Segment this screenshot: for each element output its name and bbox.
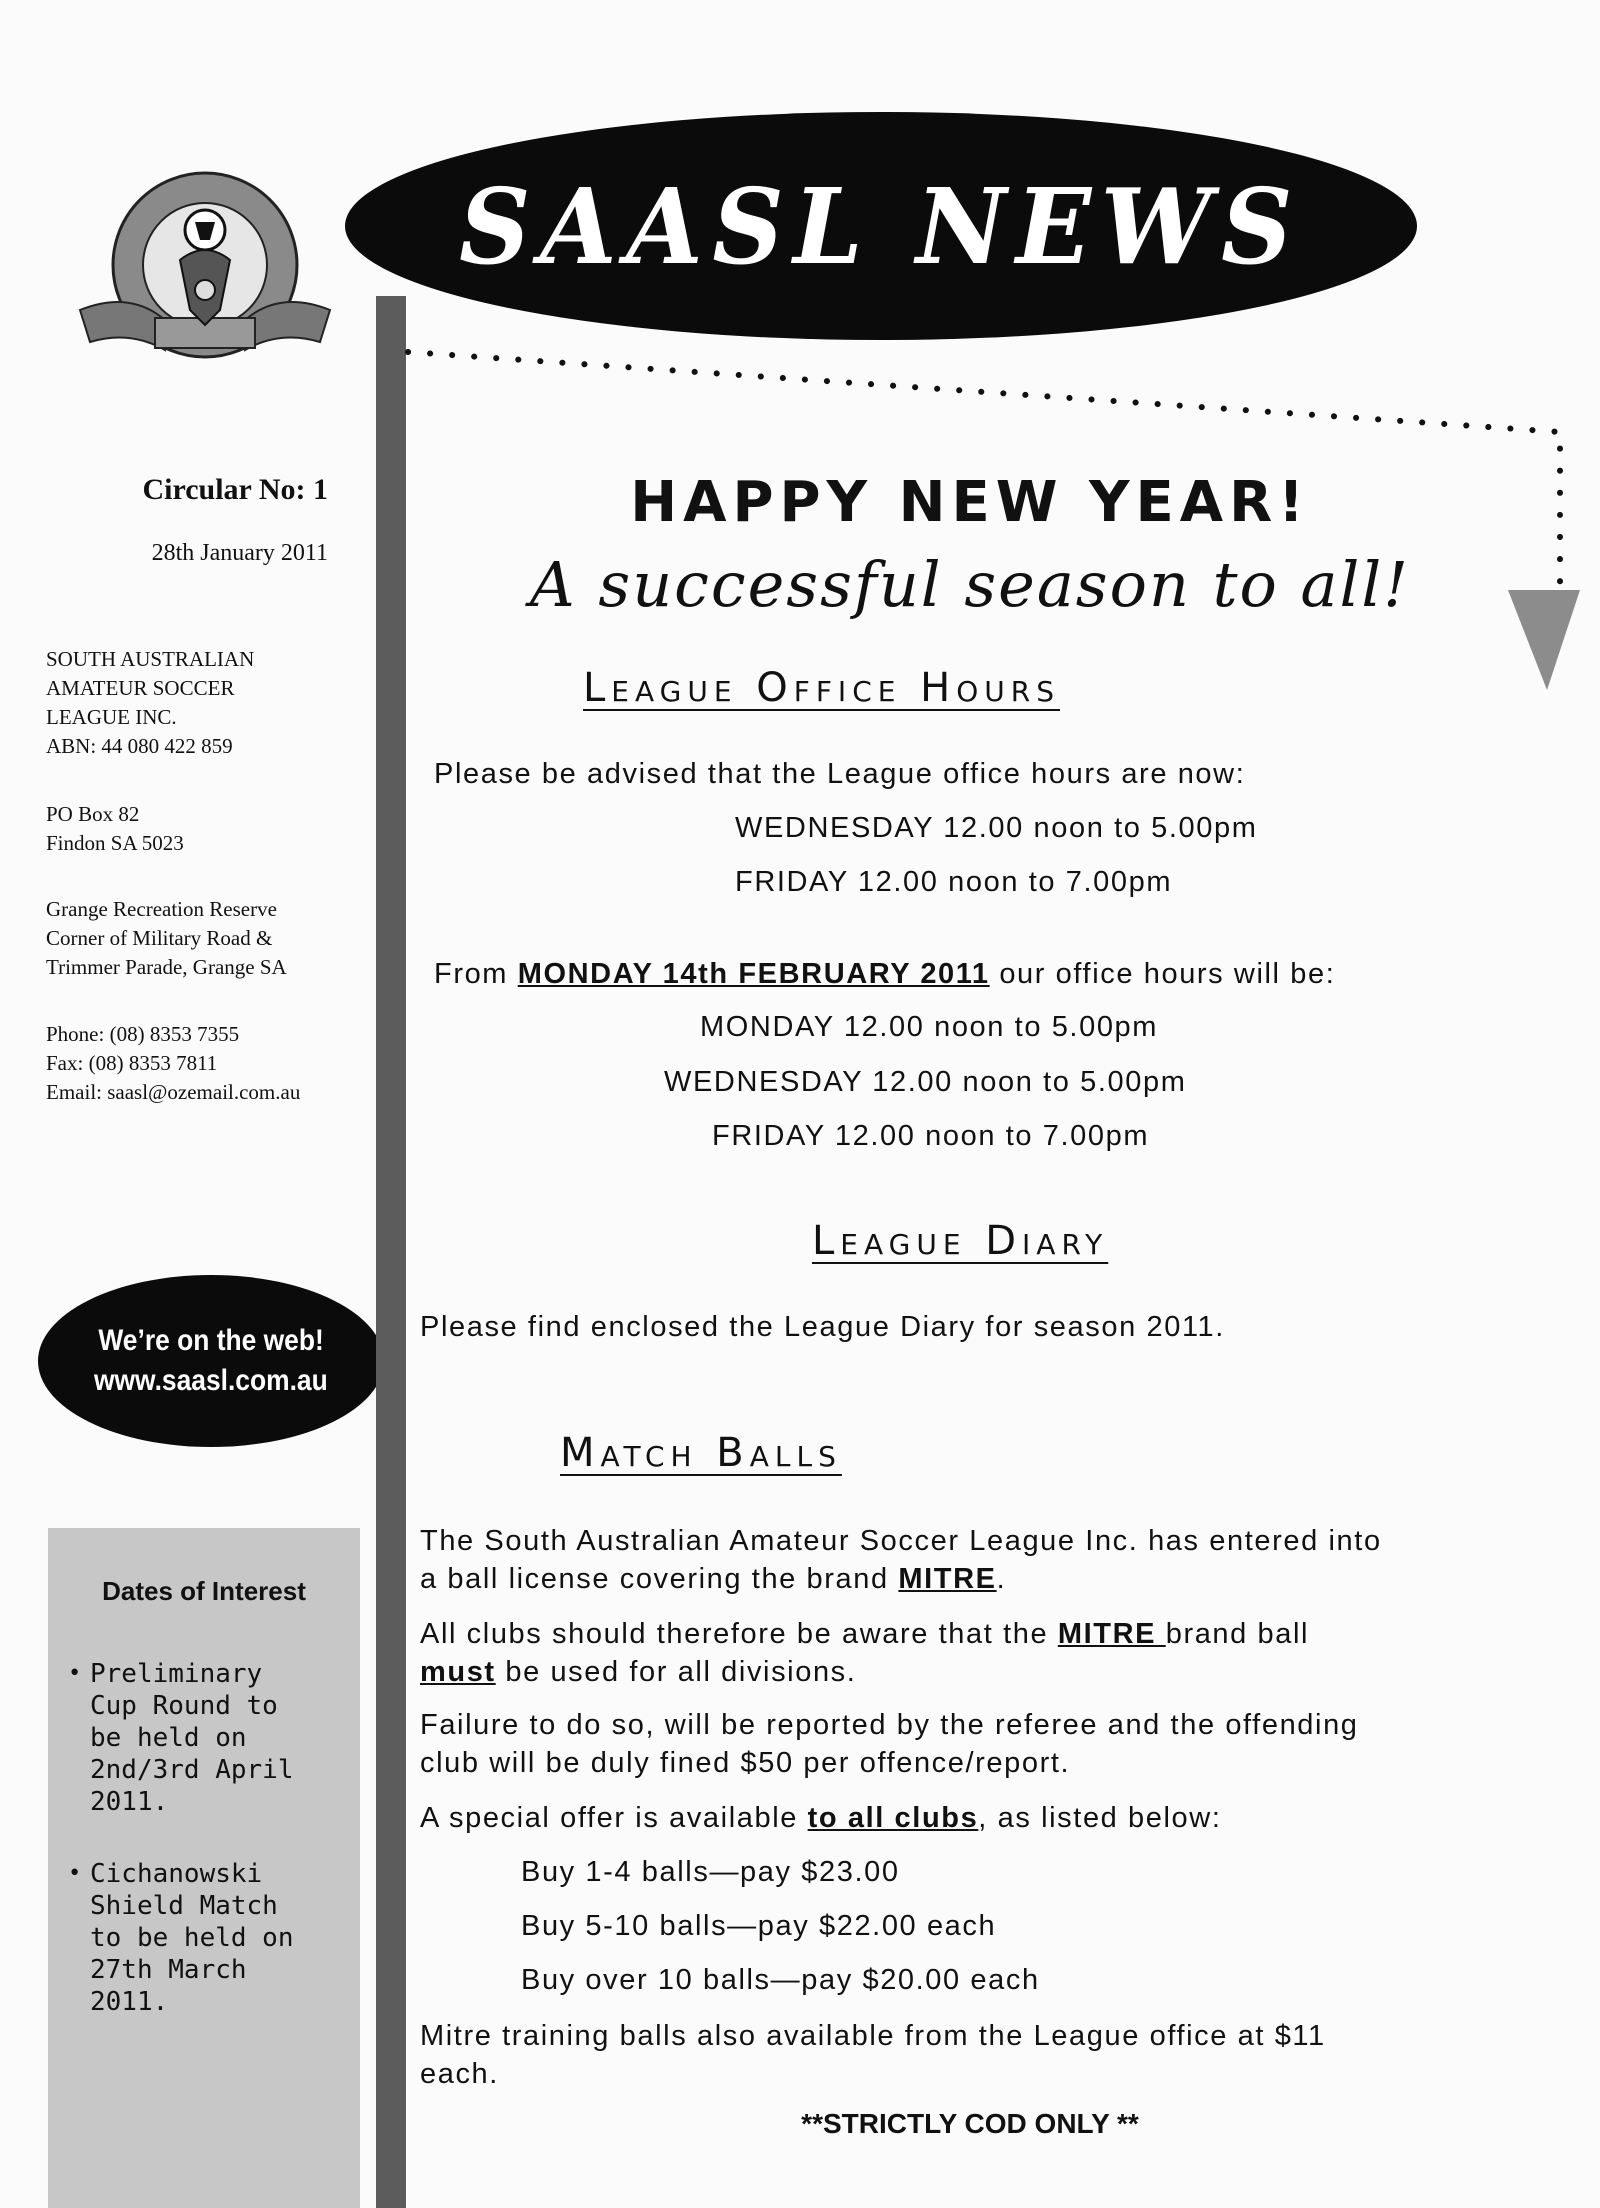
po-suburb: Findon SA 5023	[46, 831, 184, 855]
website-badge	[38, 1275, 384, 1447]
address-line: Trimmer Parade, Grange SA	[46, 955, 287, 979]
tagline: A successful season to all!	[529, 548, 1411, 621]
date-line: Cichanowski	[90, 1859, 263, 1889]
balls-paragraph-line: club will be duly fined $50 per offence/report.	[420, 1747, 1071, 1779]
date-line: 2nd/3rd April	[90, 1755, 294, 1785]
from-suffix: our office hours will be:	[989, 958, 1336, 990]
date-line: be held on	[90, 1723, 247, 1753]
current-hours-line: FRIDAY 12.00 noon to 7.00pm	[735, 866, 1173, 898]
po-box: PO Box 82	[46, 802, 140, 826]
from-date: MONDAY 14th FEBRUARY 2011	[517, 958, 990, 990]
web-tagline: We’re on the web!	[98, 1324, 324, 1357]
balls-paragraph-line: Failure to do so, will be reported by the referee and the offending	[420, 1709, 1359, 1741]
date-line: Cup Round to	[90, 1691, 278, 1721]
text-span: a ball license covering the brand	[420, 1563, 899, 1595]
date-line: 2011.	[90, 1787, 169, 1817]
diary-text: Please find enclosed the League Diary for season 2011.	[420, 1311, 1225, 1343]
column-divider	[376, 296, 406, 2208]
dates-of-interest	[48, 1528, 360, 2208]
new-hours-line: FRIDAY 12.00 noon to 7.00pm	[712, 1120, 1150, 1152]
circular-number: Circular No: 1	[142, 473, 328, 506]
date-line: Preliminary	[90, 1659, 263, 1689]
brand-name: MITRE	[1057, 1618, 1166, 1650]
bullet-icon: •	[68, 1861, 82, 1886]
date-line: 27th March	[90, 1955, 247, 1985]
text-span: brand ball	[1165, 1618, 1310, 1650]
email: Email: saasl@ozemail.com.au	[46, 1080, 301, 1104]
text-span: , as listed below:	[978, 1802, 1222, 1834]
dates-title: Dates of Interest	[102, 1576, 306, 1606]
from-prefix: From	[434, 958, 518, 990]
bullet-icon: •	[68, 1661, 82, 1686]
text-span: All clubs should therefore be aware that the	[420, 1618, 1058, 1650]
website-link[interactable]: www.saasl.com.au	[94, 1364, 328, 1397]
new-hours-line: MONDAY 12.00 noon to 5.00pm	[700, 1011, 1159, 1043]
street-address	[46, 895, 287, 982]
org-line: SOUTH AUSTRALIAN	[46, 647, 255, 671]
greeting-headline: HAPPY NEW YEAR!	[630, 470, 1310, 535]
date-line: 2011.	[90, 1987, 169, 2017]
office-hours-heading: League Office Hours	[583, 665, 1060, 711]
org-line: LEAGUE INC.	[46, 705, 177, 729]
all-clubs-emphasis: to all clubs	[807, 1802, 979, 1834]
abn: ABN: 44 080 422 859	[46, 734, 233, 758]
text-span: be used for all divisions.	[495, 1656, 857, 1688]
must-emphasis: must	[420, 1656, 496, 1688]
balls-paragraph-line	[420, 1802, 1221, 1835]
postal-address	[46, 800, 184, 858]
balls-paragraph-line	[420, 1656, 856, 1689]
arrow-down-icon	[1508, 590, 1580, 690]
balls-paragraph-line: The South Australian Amateur Soccer League Inc. has entered into	[420, 1525, 1382, 1557]
balls-paragraph-line	[420, 1618, 1309, 1651]
balls-paragraph-line	[420, 1563, 1006, 1596]
fax: Fax: (08) 8353 7811	[46, 1051, 218, 1075]
text-span: A special offer is available	[420, 1802, 808, 1834]
date-item	[68, 1658, 294, 1818]
contact-details	[46, 1020, 300, 1107]
diary-heading: League Diary	[812, 1218, 1109, 1264]
circular-date: 28th January 2011	[151, 540, 328, 566]
brand-name: MITRE	[898, 1563, 997, 1595]
date-item	[68, 1858, 294, 2018]
office-intro: Please be advised that the League office hours are now:	[434, 758, 1246, 790]
phone: Phone: (08) 8353 7355	[46, 1022, 240, 1046]
price-line: Buy over 10 balls—pay $20.00 each	[521, 1964, 1040, 1996]
price-line: Buy 5-10 balls—pay $22.00 each	[521, 1910, 997, 1942]
balls-paragraph-line: Mitre training balls also available from the League office at $11	[420, 2020, 1326, 2052]
new-hours-intro	[434, 958, 1335, 991]
text-span: .	[996, 1563, 1007, 1595]
organisation-details	[46, 645, 254, 761]
balls-paragraph-line: each.	[420, 2058, 499, 2090]
match-balls-heading: Match Balls	[560, 1430, 842, 1476]
masthead-oval	[345, 112, 1417, 340]
current-hours-line: WEDNESDAY 12.00 noon to 5.00pm	[735, 812, 1258, 844]
league-logo	[70, 170, 340, 390]
new-hours-line: WEDNESDAY 12.00 noon to 5.00pm	[664, 1066, 1187, 1098]
address-line: Corner of Military Road &	[46, 926, 273, 950]
org-line: AMATEUR SOCCER	[46, 676, 235, 700]
date-line: to be held on	[90, 1923, 294, 1953]
masthead-title: SAASL NEWS	[459, 164, 1303, 288]
cod-notice: **STRICTLY COD ONLY **	[801, 2108, 1139, 2139]
address-line: Grange Recreation Reserve	[46, 897, 277, 921]
date-line: Shield Match	[90, 1891, 278, 1921]
price-line: Buy 1-4 balls—pay $23.00	[521, 1856, 900, 1888]
